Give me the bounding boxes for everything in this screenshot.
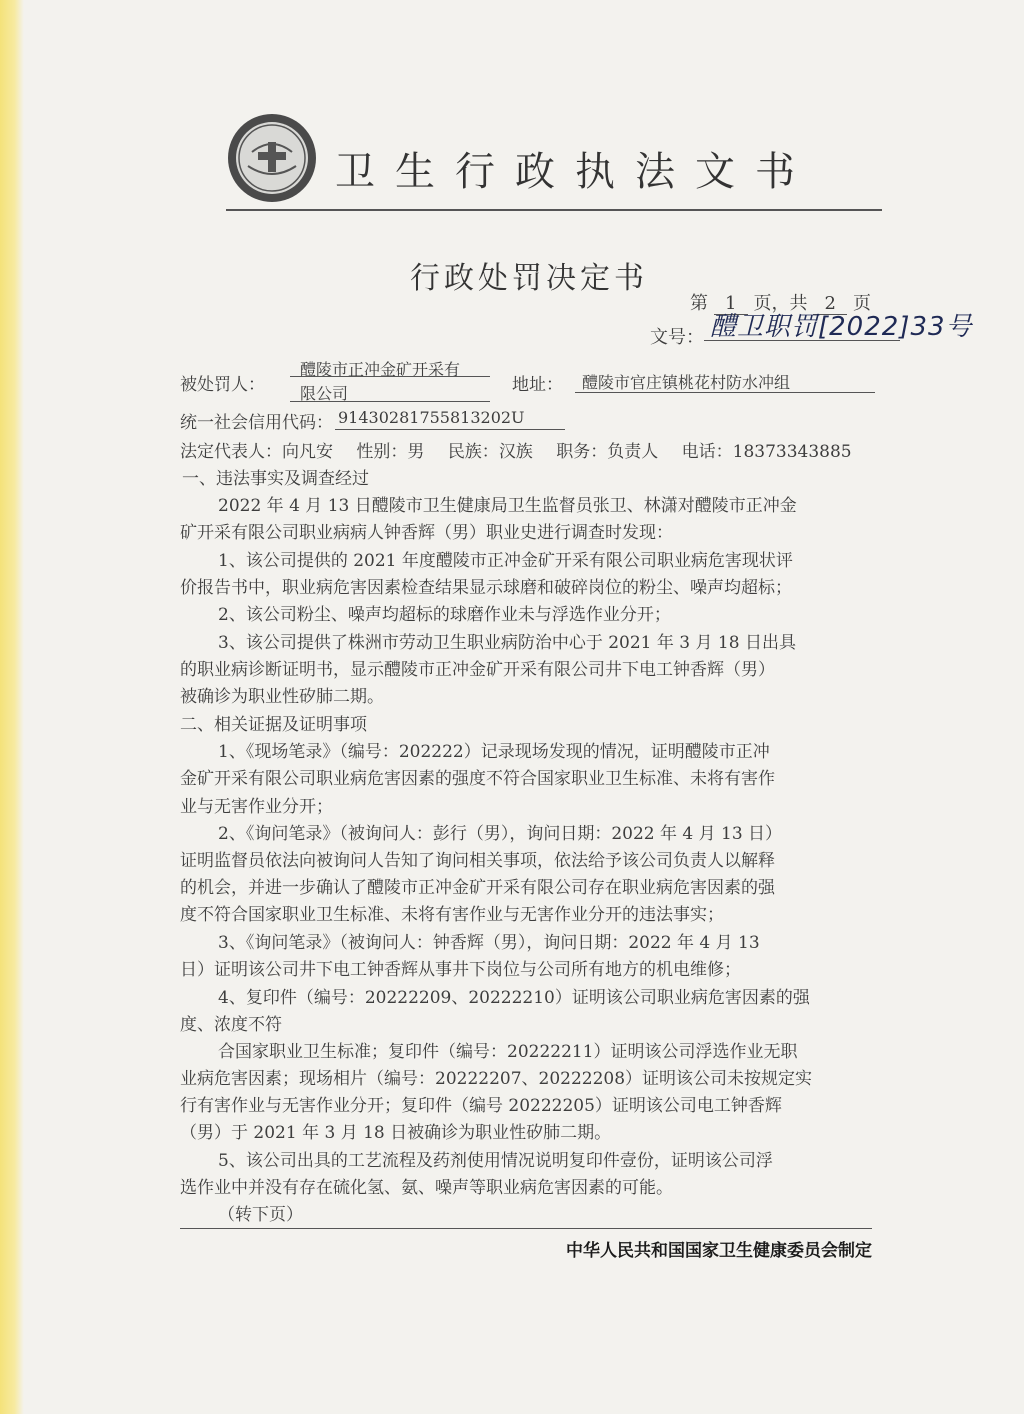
footer-divider	[180, 1228, 872, 1229]
doc-number-handwritten: 醴卫职罚[2022]33号	[710, 312, 973, 342]
body-line: （男）于 2021 年 3 月 18 日被确诊为职业性矽肺二期。	[180, 1123, 612, 1143]
address-label: 地址：	[512, 375, 563, 395]
body-line: 业病危害因素；现场相片（编号：20222207、20222208）证明该公司未按规定实	[180, 1069, 813, 1089]
body-line: 度不符合国家职业卫生标准、未将有害作业与无害作业分开的违法事实；	[180, 905, 724, 925]
party-label: 被处罚人：	[180, 375, 265, 395]
body-line: 价报告书中，职业病危害因素检查结果显示球磨和破碎岗位的粉尘、噪声均超标；	[180, 578, 792, 598]
body-line: 1、该公司提供的 2021 年度醴陵市正冲金矿开采有限公司职业病危害现状评	[218, 551, 793, 571]
body-line: 4、复印件（编号：20222209、20222210）证明该公司职业病危害因素的强	[218, 988, 810, 1008]
body-line: 选作业中并没有存在硫化氢、氨、噪声等职业病危害因素的可能。	[180, 1178, 673, 1198]
party-name-line1: 醴陵市正冲金矿开采有	[300, 360, 461, 379]
document-title: 行政处罚决定书	[410, 261, 648, 296]
party-underline-2	[290, 401, 490, 402]
body-line: 日）证明该公司井下电工钟香辉从事井下岗位与公司所有地方的机电维修；	[180, 960, 741, 980]
legal-rep-row: 法定代表人：向凡安 性别：男 民族：汉族 职务：负责人 电话：18373343885	[180, 442, 852, 462]
credit-code-value: 91430281755813202U	[338, 408, 525, 427]
paper-edge-highlight	[0, 0, 24, 1414]
header-divider	[226, 209, 882, 211]
credit-code-label: 统一社会信用代码：	[180, 413, 333, 433]
section-heading-evidence: 二、相关证据及证明事项	[180, 715, 367, 735]
continued-note: （转下页）	[218, 1205, 303, 1225]
header-title: 卫生行政执法文书	[335, 149, 815, 195]
body-line: 5、该公司出具的工艺流程及药剂使用情况说明复印件壹份，证明该公司浮	[218, 1151, 773, 1171]
body-line: 证明监督员依法向被询问人告知了询问相关事项，依法给予该公司负责人以解释	[180, 851, 775, 871]
party-underline-1	[290, 376, 490, 377]
body-line: 2、该公司粉尘、噪声均超标的球磨作业未与浮选作业分开；	[218, 605, 671, 625]
body-line: 的机会，并进一步确认了醴陵市正冲金矿开采有限公司存在职业病危害因素的强	[180, 878, 775, 898]
body-line: 2022 年 4 月 13 日醴陵市卫生健康局卫生监督员张卫、林潇对醴陵市正冲金	[218, 496, 797, 516]
body-line: 2、《询问笔录》（被询问人：彭行（男），询问日期：2022 年 4 月 13 日）	[218, 824, 783, 844]
body-line: 度、浓度不符	[180, 1015, 282, 1035]
health-emblem-icon	[226, 112, 318, 204]
body-line: 被确诊为职业性矽肺二期。	[180, 687, 384, 707]
body-line: 业与无害作业分开；	[180, 797, 333, 817]
body-line: 合国家职业卫生标准；复印件（编号：20222211）证明该公司浮选作业无职	[218, 1042, 798, 1062]
page-indicator: 第 1 页，共 2 页	[690, 293, 871, 314]
body-line: 金矿开采有限公司职业病危害因素的强度不符合国家职业卫生标准、未将有害作	[180, 769, 775, 789]
party-name-line2: 限公司	[300, 384, 349, 403]
doc-number-label: 文号：	[650, 327, 704, 348]
body-line: 行有害作业与无害作业分开；复印件（编号 20222205）证明该公司电工钟香辉	[180, 1096, 782, 1116]
body-line: 矿开采有限公司职业病病人钟香辉（男）职业史进行调查时发现：	[180, 523, 673, 543]
credit-code-underline	[335, 429, 565, 430]
footer-issuer: 中华人民共和国国家卫生健康委员会制定	[566, 1241, 872, 1261]
body-line: 的职业病诊断证明书，显示醴陵市正冲金矿开采有限公司井下电工钟香辉（男）	[180, 660, 775, 680]
address-underline	[575, 392, 875, 393]
section-heading-facts: 一、违法事实及调查经过	[182, 469, 369, 489]
address-value: 醴陵市官庄镇桃花村防水冲组	[582, 373, 791, 392]
body-line: 1、《现场笔录》（编号：202222）记录现场发现的情况，证明醴陵市正冲	[218, 742, 770, 762]
doc-number-underline	[704, 340, 900, 341]
body-line: 3、《询问笔录》（被询问人：钟香辉（男），询问日期：2022 年 4 月 13	[218, 933, 760, 953]
body-line: 3、该公司提供了株洲市劳动卫生职业病防治中心于 2021 年 3 月 18 日出具	[218, 633, 796, 653]
